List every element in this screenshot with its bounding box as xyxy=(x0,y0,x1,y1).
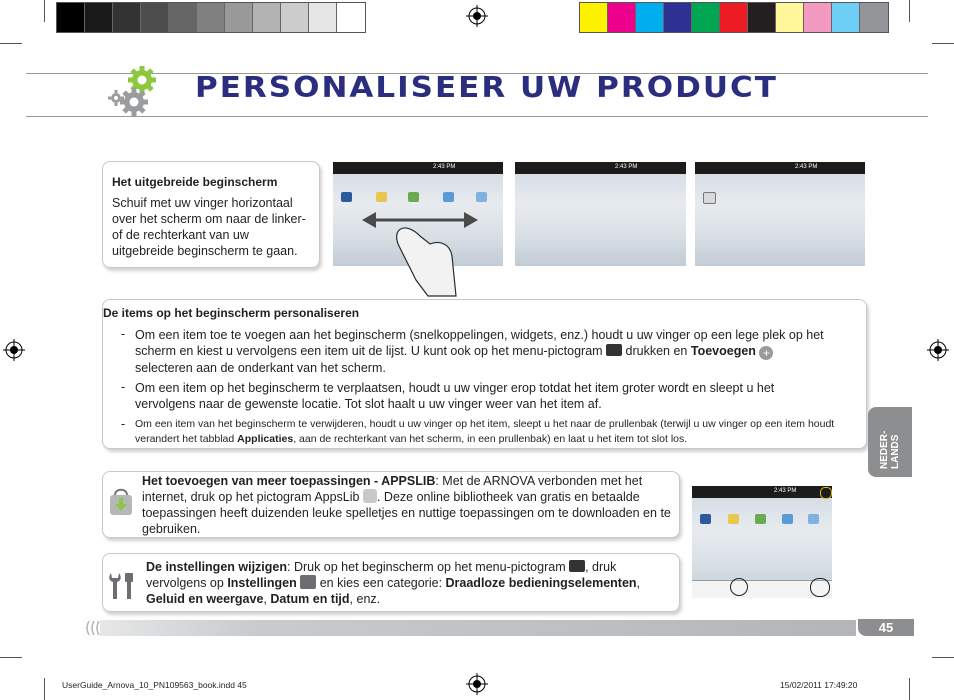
date-slug: 15/02/2011 17:49:20 xyxy=(780,680,858,690)
bullet-dash: - xyxy=(121,327,126,341)
add-label: Toevoegen xyxy=(690,344,756,358)
bullet-add-item-text: drukken en xyxy=(622,344,691,358)
crop-mark xyxy=(932,43,954,44)
status-bar xyxy=(515,162,686,174)
grayscale-calibration-bar xyxy=(56,2,366,33)
appslib-heading: Het toevoegen van meer toepassingen - APPSLIB xyxy=(142,474,436,488)
settings-body: , xyxy=(636,576,641,590)
status-time: 2:43 PM xyxy=(433,164,456,170)
bullet-add-item xyxy=(135,327,855,376)
color-swatch xyxy=(860,3,888,32)
crop-mark xyxy=(44,678,45,700)
file-slug: UserGuide_Arnova_10_PN109563_book.indd 45 xyxy=(62,680,247,690)
page-title: PERSONALISEER UW PRODUCT xyxy=(195,71,778,105)
registration-mark-icon xyxy=(466,673,488,695)
appslib-body: . Deze online bibliotheek van gratis en betaalde toepassingen heeft duizenden leuke spelletjes en nuttige toepassingen om te downloaden en te gebruiken. xyxy=(142,490,671,536)
color-swatch xyxy=(580,3,608,32)
menu-icon xyxy=(606,344,622,356)
color-swatch xyxy=(169,3,197,32)
settings-tools-icon xyxy=(300,575,316,589)
color-swatch xyxy=(253,3,281,32)
home-screen-body: Schuif met uw vinger horizontaal over het scherm om naar de linker- of de rechterkant van uw uitgebreide beginscherm te gaan. xyxy=(112,196,306,258)
personalize-items-heading: De items op het beginscherm personaliseren xyxy=(103,306,360,320)
settings-menu-screenshot xyxy=(692,486,832,597)
menu-icon xyxy=(569,560,585,572)
color-swatch xyxy=(692,3,720,32)
app-icon xyxy=(728,514,739,524)
status-time: 2:43 PM xyxy=(774,488,797,494)
status-bar xyxy=(692,486,832,498)
bullet-add-item-text: selecteren aan de onderkant van het scherm. xyxy=(135,361,386,375)
color-swatch xyxy=(141,3,169,32)
crop-mark xyxy=(44,0,45,22)
settings-item-highlight xyxy=(730,578,748,596)
app-icon xyxy=(808,514,819,524)
status-time: 2:43 PM xyxy=(795,164,818,170)
color-swatch xyxy=(197,3,225,32)
bullet-move-item: Om een item op het beginscherm te verplaatsen, houdt u uw vinger erop totdat het item groter wordt en sleept u het vervolgens naar de gewenste locatie. Tot slot haalt u uw vinger weer van het item af. xyxy=(135,381,775,411)
shopping-bag-icon xyxy=(107,486,135,516)
color-swatch xyxy=(608,3,636,32)
process-color-calibration-bar xyxy=(579,2,889,33)
registration-mark-icon xyxy=(466,5,488,27)
plus-icon: + xyxy=(759,346,773,360)
menu-item-highlight xyxy=(810,578,830,597)
color-swatch xyxy=(832,3,860,32)
app-icon xyxy=(341,192,352,202)
color-swatch xyxy=(337,3,365,32)
gears-icon xyxy=(104,62,164,122)
bullet-dash: - xyxy=(121,417,126,431)
home-screen-info-box xyxy=(102,161,320,268)
app-icon xyxy=(700,514,711,524)
status-bar xyxy=(695,162,865,174)
color-swatch xyxy=(636,3,664,32)
settings-body: , druk vervolgens op xyxy=(146,560,617,590)
menu-icon-highlight xyxy=(820,487,832,499)
crop-mark xyxy=(909,678,910,700)
settings-body: : Druk op het beginscherm op het menu-pictogram xyxy=(287,560,570,574)
color-swatch xyxy=(85,3,113,32)
settings-body: en kies een categorie: xyxy=(319,576,446,590)
home-screen-screenshot-left xyxy=(515,162,686,266)
language-label: NEDER- LANDS xyxy=(879,430,901,469)
crop-mark xyxy=(909,0,910,22)
bullet-remove-item-text: , aan de rechterkant van het scherm, in een prullenbak) en laat u het item tot slot los. xyxy=(293,433,688,445)
language-side-tab xyxy=(868,407,912,477)
settings-text xyxy=(146,559,676,607)
home-screen-heading: Het uitgebreide beginscherm xyxy=(112,175,278,189)
swipe-gesture-icon xyxy=(360,200,480,300)
status-bar xyxy=(333,162,503,174)
color-swatch xyxy=(664,3,692,32)
crop-mark xyxy=(0,657,22,658)
personalize-items-box xyxy=(102,299,867,449)
app-icon xyxy=(755,514,766,524)
wireless-label: Draadloze bedieningselementen xyxy=(445,576,637,590)
applications-label: Applicaties xyxy=(237,433,294,445)
settings-body: , xyxy=(263,592,271,606)
status-time: 2:43 PM xyxy=(615,164,638,170)
app-icon xyxy=(782,514,793,524)
registration-mark-icon xyxy=(3,339,25,361)
appslib-box xyxy=(102,471,680,538)
appslib-body: : Met de ARNOVA verbonden met het internet, druk op het pictogram AppsLib xyxy=(142,474,643,504)
color-swatch xyxy=(776,3,804,32)
appslib-icon xyxy=(363,489,377,503)
page-number: 45 xyxy=(858,619,914,636)
color-swatch xyxy=(281,3,309,32)
footer-bar xyxy=(100,620,856,636)
date-time-label: Datum en tijd xyxy=(270,592,350,606)
tools-icon xyxy=(107,570,137,602)
sound-display-label: Geluid en weergave xyxy=(146,592,264,606)
appslib-text xyxy=(142,473,677,537)
color-swatch xyxy=(804,3,832,32)
crop-mark xyxy=(0,43,22,44)
registration-mark-icon xyxy=(927,339,949,361)
color-swatch xyxy=(113,3,141,32)
color-swatch xyxy=(748,3,776,32)
color-swatch xyxy=(57,3,85,32)
app-icon xyxy=(703,192,716,204)
color-swatch xyxy=(720,3,748,32)
bullet-add-item-text: Om een item toe te voegen aan het beginscherm (snelkoppelingen, widgets, enz.) houdt u uw vinger op een lege plek op het scherm en kiest u vervolgens een item uit de lijst. U kunt ook op het menu-pictogram xyxy=(135,328,824,358)
settings-box xyxy=(102,553,680,612)
crop-mark xyxy=(932,657,954,658)
bullet-remove-item xyxy=(135,417,865,447)
settings-body: , enz. xyxy=(349,592,381,606)
bullet-dash: - xyxy=(121,380,126,394)
bullet-remove-item-text: Om een item van het beginscherm te verwijderen, houdt u uw vinger op het item, sleept u het naar de prullenbak (terwijl u uw vinger op een item houdt verandert het tabblad xyxy=(135,418,835,445)
color-swatch xyxy=(225,3,253,32)
settings-label: Instellingen xyxy=(227,576,297,590)
settings-heading: De instellingen wijzigen xyxy=(146,560,287,574)
home-screen-screenshot-right xyxy=(695,162,865,266)
color-swatch xyxy=(309,3,337,32)
